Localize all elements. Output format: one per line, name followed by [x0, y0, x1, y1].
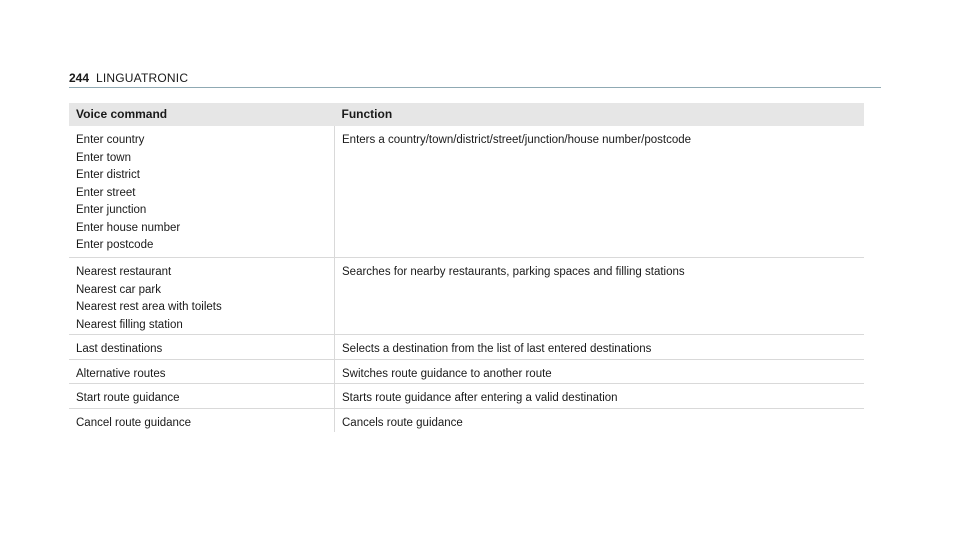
table-row	[69, 359, 864, 384]
section-title: LINGUATRONIC	[96, 71, 189, 85]
voice-command-cell	[69, 359, 335, 384]
table-row	[69, 384, 864, 409]
voice-command: Enter town	[76, 151, 131, 164]
function-cell: Starts route guidance after entering a valid destination	[335, 384, 865, 409]
table-row	[69, 335, 864, 360]
table-header-row	[69, 103, 864, 126]
page-header	[69, 69, 881, 89]
voice-command: Enter street	[76, 186, 136, 199]
function-cell: Switches route guidance to another route	[335, 359, 865, 384]
voice-command: Enter district	[76, 169, 140, 181]
function-cell: Cancels route guidance	[342, 416, 463, 429]
table-row	[69, 126, 864, 258]
voice-command: Alternative routes	[76, 367, 166, 380]
voice-command: Nearest filling station	[76, 318, 183, 331]
voice-command-cell	[69, 408, 335, 432]
table-row	[69, 258, 864, 335]
page-number: 244	[69, 71, 90, 85]
voice-command: Start route guidance	[76, 392, 180, 404]
voice-command-cell	[69, 126, 335, 258]
voice-command: Cancel route guidance	[76, 416, 192, 429]
voice-command-cell	[69, 335, 335, 360]
voice-command: Enter postcode	[76, 239, 154, 251]
function-cell: Searches for nearby restaurants, parking spaces and filling stations	[335, 258, 865, 335]
voice-command-cell	[69, 258, 335, 335]
voice-command: Nearest restaurant	[76, 266, 172, 278]
function-cell: Enters a country/town/district/street/junction/house number/postcode	[335, 126, 865, 258]
column-header-voice-command: Voice command	[69, 103, 335, 126]
function-cell: Selects a destination from the list of last entered destinations	[335, 335, 865, 360]
voice-command: Nearest rest area with toilets	[76, 301, 222, 313]
voice-command: Enter house number	[76, 221, 181, 234]
column-header-function: Function	[335, 103, 865, 126]
voice-command-cell	[69, 384, 335, 409]
voice-command: Nearest car park	[76, 283, 162, 296]
voice-command: Enter country	[76, 134, 145, 146]
voice-command: Last destinations	[76, 343, 163, 355]
header-divider	[69, 87, 881, 88]
voice-command-table	[69, 103, 864, 432]
table-row	[69, 408, 864, 432]
voice-command: Enter junction	[76, 204, 147, 216]
